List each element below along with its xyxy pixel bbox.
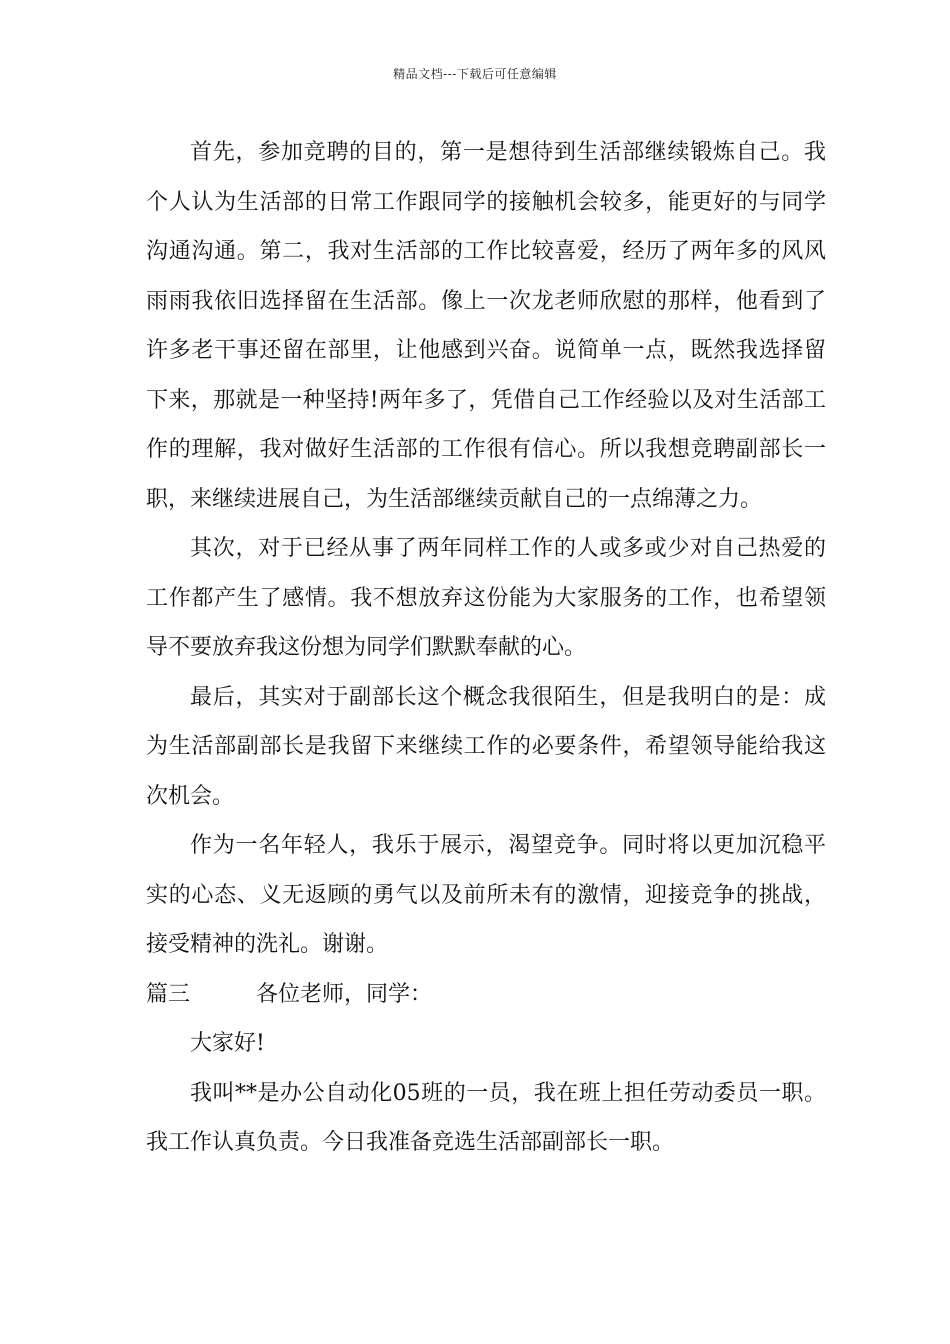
paragraph-introduction: 我叫**是办公自动化05班的一员，我在班上担任劳动委员一职。我工作认真负责。今日我准备竞选生活部副部长一职。 <box>146 1080 826 1155</box>
paragraph-third: 最后，其实对于副部长这个概念我很陌生，但是我明白的是：成为生活部副部长是我留下来继续工作的必要条件，希望领导能给我这次机会。 <box>146 684 826 809</box>
section-label: 篇三 <box>146 981 191 1007</box>
section-heading <box>146 970 826 1020</box>
section-salutation: 各位老师，同学： <box>256 981 433 1007</box>
greeting: 大家好! <box>190 1031 265 1056</box>
page-header: 精品文档---下载后可任意编辑 <box>393 67 557 81</box>
document-body <box>146 128 826 1168</box>
paragraph-fourth: 作为一名年轻人，我乐于展示，渴望竞争。同时将以更加沉稳平实的心态、义无返顾的勇气以及前所未有的激情，迎接竞争的挑战，接受精神的洗礼。谢谢。 <box>146 833 826 957</box>
paragraph-purpose: 首先，参加竞聘的目的，第一是想待到生活部继续锻炼自己。我个人认为生活部的日常工作跟同学的接触机会较多，能更好的与同学沟通沟通。第二，我对生活部的工作比较喜爱，经历了两年多的风风雨雨我依旧选择留在生活部。像上一次龙老师欣慰的那样，他看到了许多老干事还留在部里，让他感到兴奋。说简单一点，既然我选择留下来，那就是一种坚持!两年多了，凭借自己工作经验以及对生活部工作的理解，我对做好生活部的工作很有信心。所以我想竞聘副部长一职，来继续进展自己，为生活部继续贡献自己的一点绵薄之力。 <box>146 140 826 512</box>
paragraph-second: 其次，对于已经从事了两年同样工作的人或多或少对自己热爱的工作都产生了感情。我不想放弃这份能为大家服务的工作，也希望领导不要放弃我这份想为同学们默默奉献的心。 <box>146 536 826 660</box>
